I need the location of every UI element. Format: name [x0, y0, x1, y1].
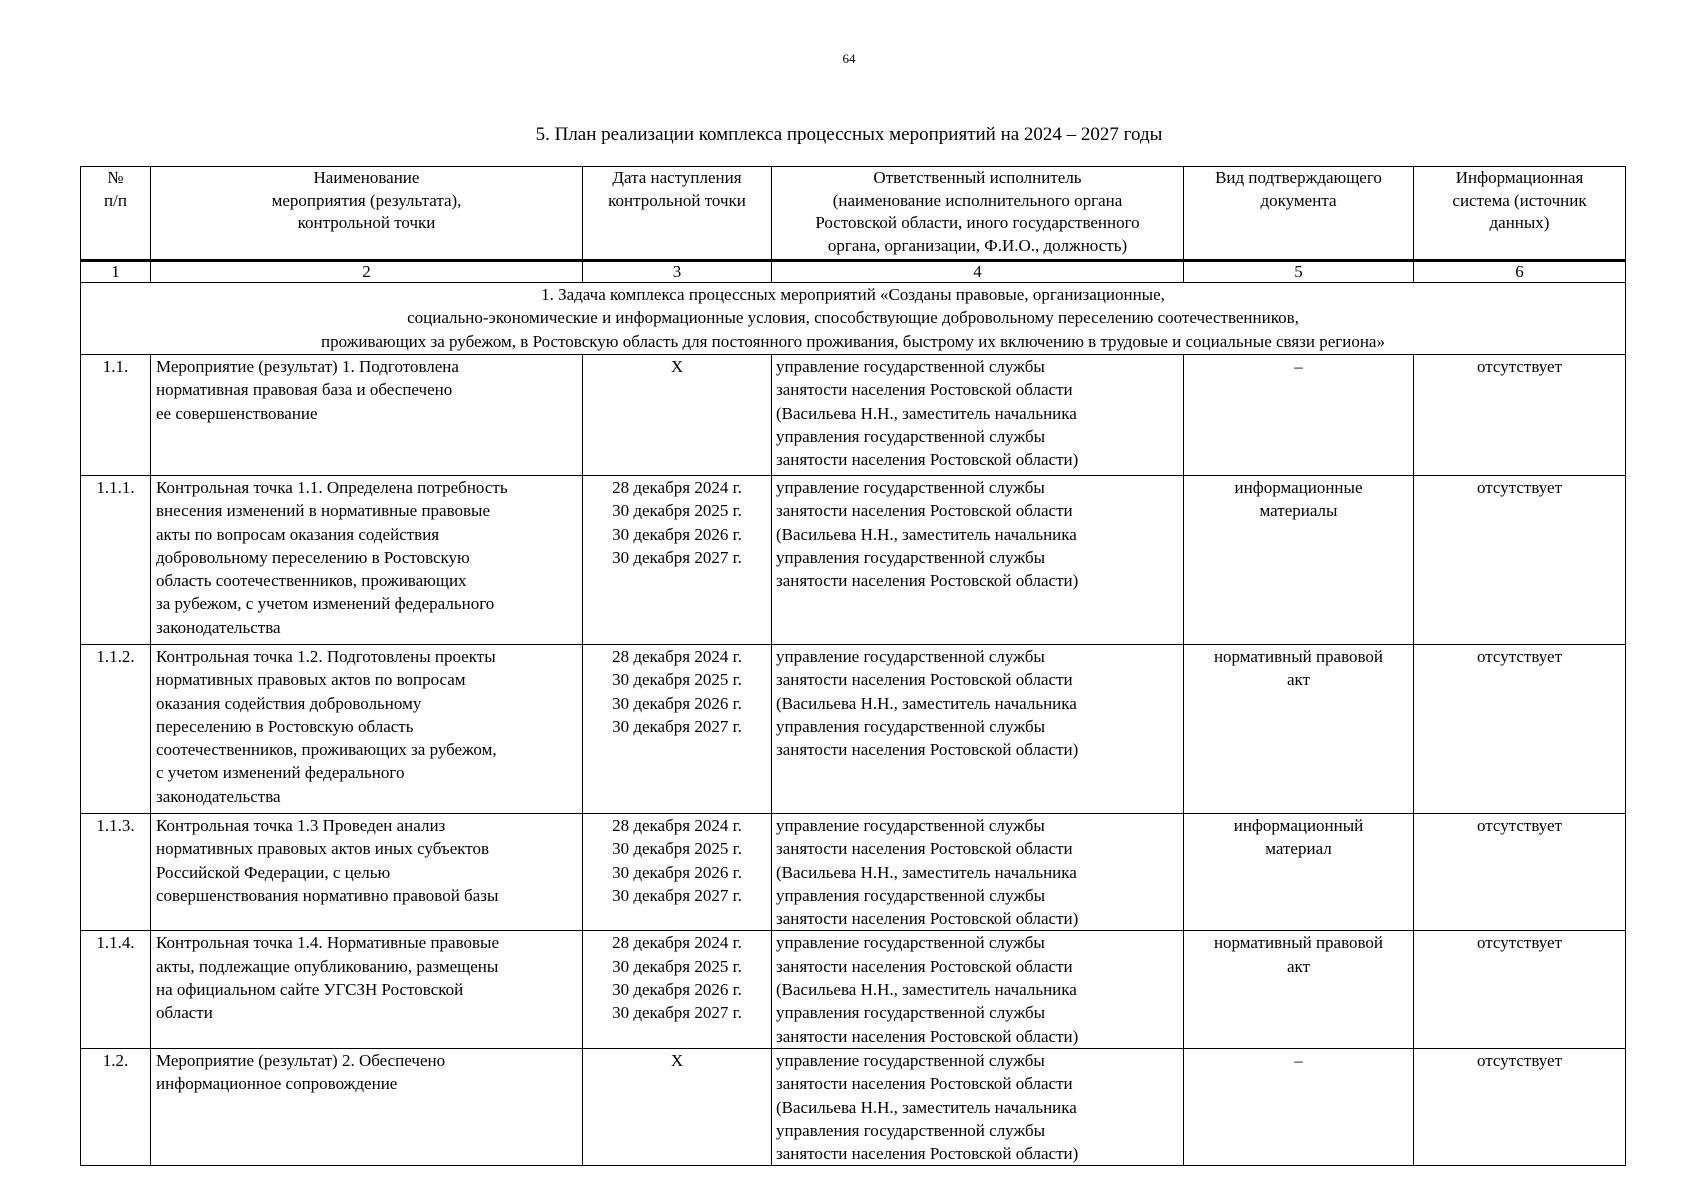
row-document: нормативный правовой акт	[1184, 645, 1414, 814]
row-system: отсутствует	[1414, 814, 1626, 931]
row-executor: управление государственной службы занятости населения Ростовской области (Васильева Н.Н., заместитель начальника управления государственной службы занятости населения Ростовской области)	[772, 476, 1184, 645]
row-date: 28 декабря 2024 г. 30 декабря 2025 г. 30 декабря 2026 г. 30 декабря 2027 г.	[583, 814, 772, 931]
row-system: отсутствует	[1414, 931, 1626, 1048]
row-number: 1.1.3.	[81, 814, 151, 931]
column-number: 4	[772, 261, 1184, 283]
header-date: Дата наступления контрольной точки	[583, 167, 772, 261]
task-row	[81, 283, 1626, 355]
column-number: 5	[1184, 261, 1414, 283]
row-system: отсутствует	[1414, 1048, 1626, 1165]
table-row	[81, 814, 1626, 931]
document-title: 5. План реализации комплекса процессных мероприятий на 2024 – 2027 годы	[535, 124, 1163, 145]
row-date: 28 декабря 2024 г. 30 декабря 2025 г. 30 декабря 2026 г. 30 декабря 2027 г.	[583, 931, 772, 1048]
column-number: 3	[583, 261, 772, 283]
header-number: № п/п	[81, 167, 151, 261]
task-heading: 1. Задача комплекса процессных мероприятий «Созданы правовые, организационные, социально-экономические и информационные условия, способствующие добровольному переселению соотечественников, проживающих за рубежом, в Ростовскую область для постоянного проживания, быстрому их включению в трудовые и социальные связи региона»	[81, 283, 1626, 355]
row-date: X	[583, 1048, 772, 1165]
header-executor: Ответственный исполнитель (наименование исполнительного органа Ростовской области, иного государственного органа, организации, Ф.И.О., должность)	[772, 167, 1184, 261]
row-name: Мероприятие (результат) 1. Подготовлена нормативная правовая база и обеспечено ее совершенствование	[151, 355, 583, 476]
row-document: информационные материалы	[1184, 476, 1414, 645]
table-row	[81, 355, 1626, 476]
header-document: Вид подтверждающего документа	[1184, 167, 1414, 261]
row-date: 28 декабря 2024 г. 30 декабря 2025 г. 30 декабря 2026 г. 30 декабря 2027 г.	[583, 476, 772, 645]
column-number: 2	[151, 261, 583, 283]
row-document: –	[1184, 1048, 1414, 1165]
row-document: информационный материал	[1184, 814, 1414, 931]
header-name: Наименование мероприятия (результата), контрольной точки	[151, 167, 583, 261]
row-name: Контрольная точка 1.3 Проведен анализ нормативных правовых актов иных субъектов Российской Федерации, с целью совершенствования нормативно правовой базы	[151, 814, 583, 931]
row-executor: управление государственной службы занятости населения Ростовской области (Васильева Н.Н., заместитель начальника управления государственной службы занятости населения Ростовской области)	[772, 931, 1184, 1048]
row-number: 1.1.2.	[81, 645, 151, 814]
row-system: отсутствует	[1414, 645, 1626, 814]
table-header-row	[81, 167, 1626, 261]
header-system: Информационная система (источник данных)	[1414, 167, 1626, 261]
row-executor: управление государственной службы занятости населения Ростовской области (Васильева Н.Н., заместитель начальника управления государственной службы занятости населения Ростовской области)	[772, 355, 1184, 476]
row-name: Контрольная точка 1.2. Подготовлены проекты нормативных правовых актов по вопросам оказания содействия добровольному переселению в Ростовскую область соотечественников, проживающих за рубежом, с учетом изменений федерального законодательства	[151, 645, 583, 814]
column-number: 1	[81, 261, 151, 283]
row-executor: управление государственной службы занятости населения Ростовской области (Васильева Н.Н., заместитель начальника управления государственной службы занятости населения Ростовской области)	[772, 1048, 1184, 1165]
table-row	[81, 931, 1626, 1048]
row-number: 1.2.	[81, 1048, 151, 1165]
row-document: нормативный правовой акт	[1184, 931, 1414, 1048]
column-number-row	[81, 261, 1626, 283]
row-date: X	[583, 355, 772, 476]
row-system: отсутствует	[1414, 355, 1626, 476]
row-number: 1.1.1.	[81, 476, 151, 645]
row-executor: управление государственной службы занятости населения Ростовской области (Васильева Н.Н., заместитель начальника управления государственной службы занятости населения Ростовской области)	[772, 814, 1184, 931]
row-number: 1.1.	[81, 355, 151, 476]
row-name: Мероприятие (результат) 2. Обеспечено информационное сопровождение	[151, 1048, 583, 1165]
table-row	[81, 476, 1626, 645]
row-executor: управление государственной службы занятости населения Ростовской области (Васильева Н.Н., заместитель начальника управления государственной службы занятости населения Ростовской области)	[772, 645, 1184, 814]
row-number: 1.1.4.	[81, 931, 151, 1048]
column-number: 6	[1414, 261, 1626, 283]
table-row	[81, 645, 1626, 814]
row-name: Контрольная точка 1.1. Определена потребность внесения изменений в нормативные правовые акты по вопросам оказания содействия добровольному переселению в Ростовскую область соотечественников, проживающих за рубежом, с учетом изменений федерального законодательства	[151, 476, 583, 645]
row-date: 28 декабря 2024 г. 30 декабря 2025 г. 30 декабря 2026 г. 30 декабря 2027 г.	[583, 645, 772, 814]
implementation-plan-table	[80, 166, 1626, 1166]
table-row	[81, 1048, 1626, 1165]
page-number: 64	[842, 51, 856, 66]
row-name: Контрольная точка 1.4. Нормативные правовые акты, подлежащие опубликованию, размещены на официальном сайте УГСЗН Ростовской области	[151, 931, 583, 1048]
row-document: –	[1184, 355, 1414, 476]
row-system: отсутствует	[1414, 476, 1626, 645]
